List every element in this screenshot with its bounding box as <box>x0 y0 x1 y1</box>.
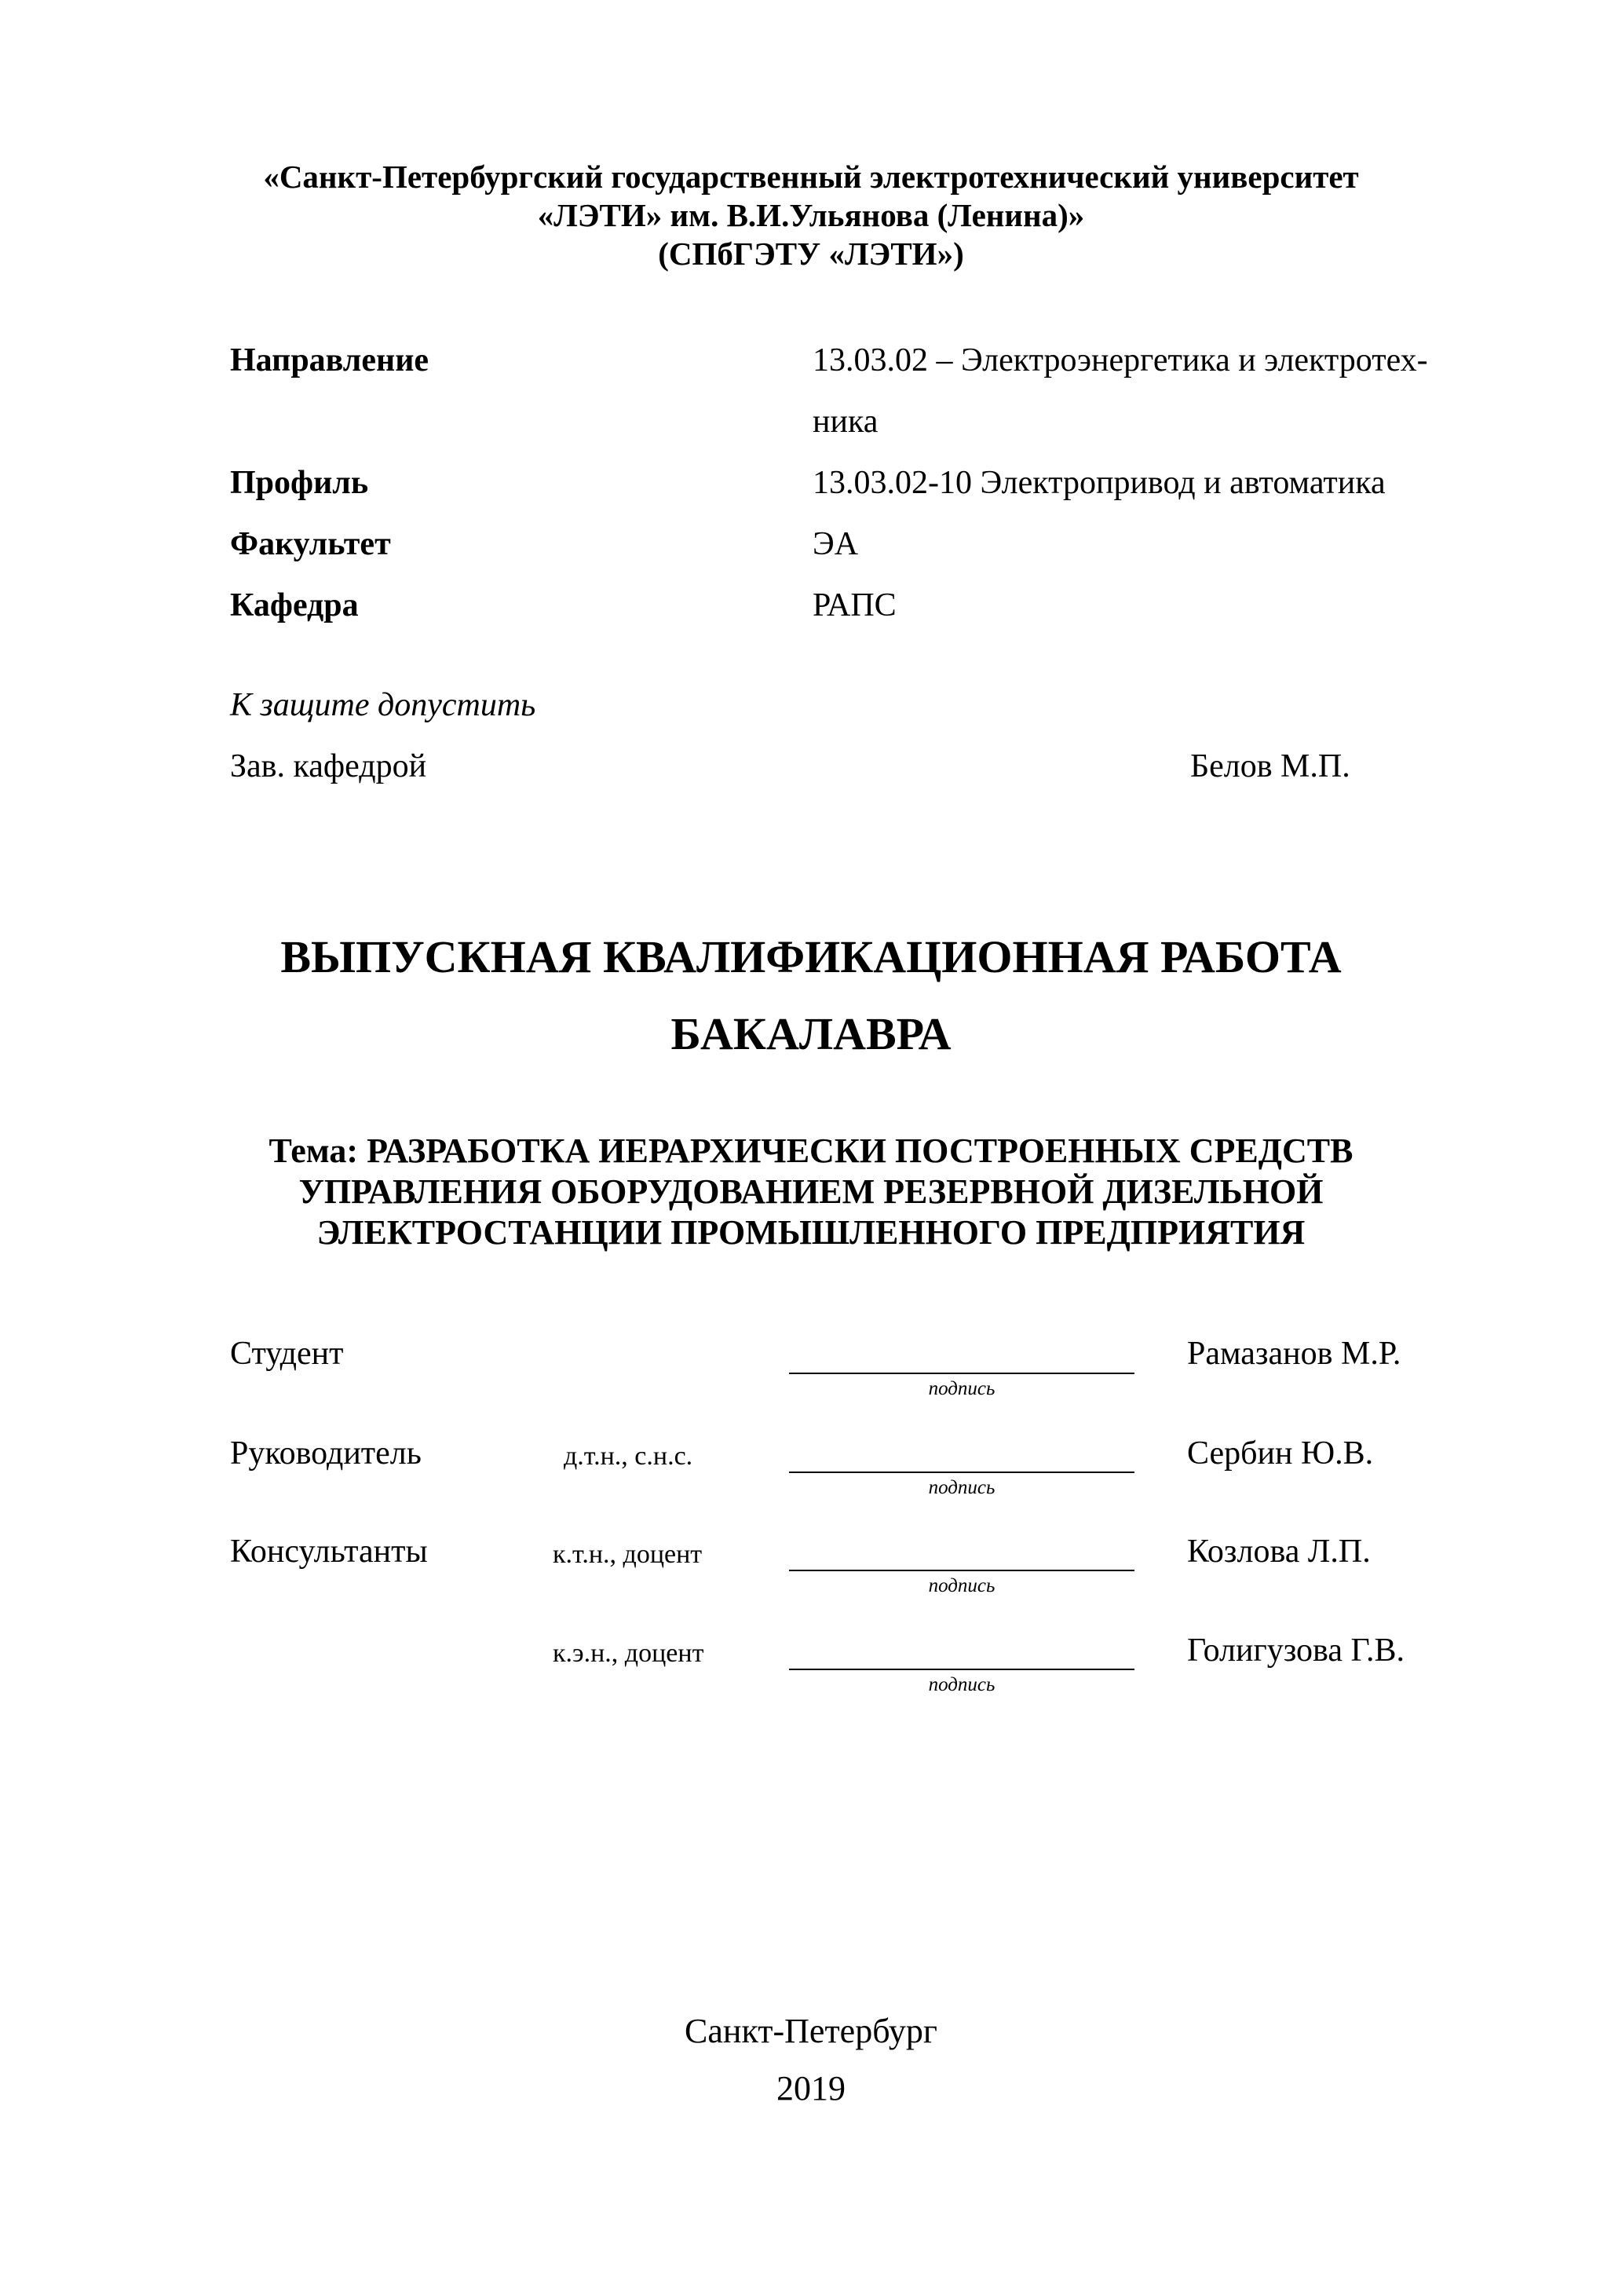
university-abbreviation: (СПбГЭТУ «ЛЭТИ») <box>658 236 964 272</box>
department-label: Кафедра <box>230 587 359 623</box>
footer-year: 2019 <box>776 2069 846 2108</box>
supervisor-signature-caption: подпись <box>928 1477 995 1498</box>
department-value: РАПС <box>813 587 897 623</box>
thesis-title-line-2: БАКАЛАВРА <box>670 1008 952 1059</box>
faculty-value: ЭА <box>813 526 859 562</box>
supervisor-degree: д.т.н., с.н.с. <box>564 1442 693 1471</box>
profile-label: Профиль <box>230 465 369 501</box>
consultant-2-degree: к.э.н., доцент <box>553 1639 704 1668</box>
consultant-2-signature-line <box>789 1669 1134 1670</box>
student-signature-line <box>789 1373 1134 1374</box>
university-name-line-1: «Санкт-Петербургский государственный электротехнический университет <box>263 159 1359 195</box>
consultants-role: Консультанты <box>230 1534 428 1570</box>
supervisor-name: Сербин Ю.В. <box>1187 1435 1374 1472</box>
consultant-1-degree: к.т.н., доцент <box>553 1540 703 1569</box>
consultant-2-name: Голигузова Г.В. <box>1187 1632 1405 1669</box>
consultant-2-signature-caption: подпись <box>928 1674 995 1695</box>
student-signature-caption: подпись <box>928 1378 995 1399</box>
direction-label: Направление <box>230 342 429 378</box>
theme-line-1: Тема: РАЗРАБОТКА ИЕРАРХИЧЕСКИ ПОСТРОЕННЫХ СРЕДСТВ <box>269 1132 1353 1170</box>
head-of-department-label: Зав. кафедрой <box>230 748 427 784</box>
supervisor-signature-line <box>789 1472 1134 1473</box>
theme-line-2: УПРАВЛЕНИЯ ОБОРУДОВАНИЕМ РЕЗЕРВНОЙ ДИЗЕЛЬНОЙ <box>298 1172 1324 1211</box>
university-name-line-2: «ЛЭТИ» им. В.И.Ульянова (Ленина)» <box>537 197 1085 233</box>
direction-value-line-1: 13.03.02 – Электроэнергетика и электротех- <box>813 342 1428 378</box>
faculty-label: Факультет <box>230 526 391 562</box>
supervisor-role: Руководитель <box>230 1435 422 1472</box>
thesis-title-line-1: ВЫПУСКНАЯ КВАЛИФИКАЦИОННАЯ РАБОТА <box>280 931 1342 982</box>
direction-value-line-2: ника <box>813 404 879 440</box>
profile-value: 13.03.02-10 Электропривод и автоматика <box>813 465 1386 501</box>
student-role: Студент <box>230 1336 344 1372</box>
footer-city: Санкт-Петербург <box>685 2012 937 2050</box>
consultant-1-signature-caption: подпись <box>928 1575 995 1596</box>
theme-line-3: ЭЛЕКТРОСТАНЦИИ ПРОМЫШЛЕННОГО ПРЕДПРИЯТИЯ <box>316 1213 1306 1252</box>
student-name: Рамазанов М.Р. <box>1187 1336 1401 1372</box>
consultant-1-signature-line <box>789 1570 1134 1571</box>
consultant-1-name: Козлова Л.П. <box>1187 1534 1371 1570</box>
head-of-department-name: Белов М.П. <box>1190 748 1350 784</box>
admit-to-defense-text: К защите допустить <box>230 687 536 723</box>
